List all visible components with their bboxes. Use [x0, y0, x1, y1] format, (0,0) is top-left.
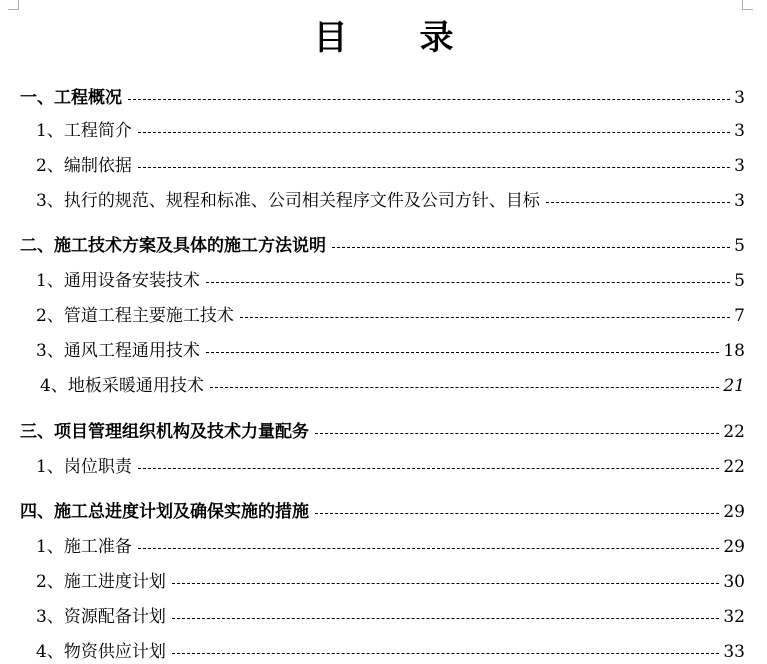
- toc-entry-title: 四、施工总进度计划及确保实施的措施: [20, 502, 309, 522]
- toc-entry[interactable]: [36, 189, 745, 213]
- toc-entry[interactable]: [36, 304, 745, 328]
- toc-dash-leader: [240, 317, 730, 318]
- toc-entry[interactable]: [36, 570, 745, 594]
- toc-entry-title: 4、地板采暖通用技术: [40, 376, 204, 396]
- toc-entry-title: 2、施工进度计划: [36, 572, 166, 592]
- toc-page-number: 3: [734, 88, 745, 108]
- toc-dash-leader: [315, 433, 719, 434]
- toc-dash-leader: [138, 132, 730, 133]
- toc-page-number: 22: [723, 457, 745, 477]
- toc-entry-title: 一、工程概况: [20, 88, 122, 108]
- toc-entry-title: 3、通风工程通用技术: [36, 341, 200, 361]
- toc-entry[interactable]: [36, 535, 745, 559]
- toc-entry[interactable]: [36, 455, 745, 479]
- toc-entry-title: 3、资源配备计划: [36, 607, 166, 627]
- toc-dash-leader: [546, 202, 730, 203]
- toc-entry-title: 1、通用设备安装技术: [36, 271, 200, 291]
- toc-entry[interactable]: [40, 374, 745, 398]
- toc-page-number: 5: [734, 236, 745, 256]
- toc-dash-leader: [138, 468, 720, 469]
- toc-dash-leader: [210, 387, 720, 388]
- toc-dash-leader: [206, 352, 720, 353]
- toc-entry[interactable]: [36, 640, 745, 664]
- toc-page-number: 22: [723, 422, 745, 442]
- toc-page-number: 29: [723, 537, 745, 557]
- toc-page-number: 7: [734, 306, 745, 326]
- toc-entry-title: 二、施工技术方案及具体的施工方法说明: [20, 236, 326, 256]
- toc-dash-leader: [206, 282, 730, 283]
- page-title: [0, 18, 767, 58]
- toc-entry[interactable]: [20, 86, 745, 110]
- toc-entry[interactable]: [20, 500, 745, 524]
- toc-page-number: 30: [723, 572, 745, 592]
- toc-page-number: 21: [723, 376, 745, 396]
- toc-entry-title: 三、项目管理组织机构及技术力量配务: [20, 422, 309, 442]
- page-corner-mark-right: [742, 0, 753, 10]
- toc-entry[interactable]: [20, 420, 745, 444]
- toc-entry[interactable]: [36, 154, 745, 178]
- page-corner-mark-left: [8, 0, 19, 10]
- toc-entry-title: 3、执行的规范、规程和标准、公司相关程序文件及公司方针、目标: [36, 191, 540, 211]
- toc-page-number: 3: [734, 156, 745, 176]
- toc-dash-leader: [332, 247, 730, 248]
- toc-page-number: 3: [734, 191, 745, 211]
- toc-entry-title: 4、物资供应计划: [36, 642, 166, 662]
- toc-entry[interactable]: [36, 269, 745, 293]
- toc-entry-title: 2、管道工程主要施工技术: [36, 306, 234, 326]
- title-char-1: 目: [313, 18, 348, 58]
- toc-dash-leader: [172, 583, 720, 584]
- toc-entry-title: 1、工程简介: [36, 121, 132, 141]
- toc-page-number: 18: [723, 341, 745, 361]
- toc-page-number: 33: [723, 642, 745, 662]
- toc-entry[interactable]: [36, 339, 745, 363]
- toc-dash-leader: [315, 513, 719, 514]
- toc-dash-leader: [172, 618, 720, 619]
- toc-entry-title: 1、施工准备: [36, 537, 132, 557]
- title-char-2: 录: [419, 18, 454, 58]
- toc-entry[interactable]: [36, 119, 745, 143]
- toc-dash-leader: [138, 548, 720, 549]
- toc-page-number: 32: [723, 607, 745, 627]
- toc-page-number: 3: [734, 121, 745, 141]
- toc-entry-title: 1、岗位职责: [36, 457, 132, 477]
- toc-entry[interactable]: [36, 605, 745, 629]
- toc-dash-leader: [172, 653, 720, 654]
- toc-page-number: 5: [734, 271, 745, 291]
- toc-entry[interactable]: [20, 234, 745, 258]
- toc-dash-leader: [138, 167, 730, 168]
- toc-dash-leader: [128, 99, 730, 100]
- toc-entry-title: 2、编制依据: [36, 156, 132, 176]
- toc-page-number: 29: [723, 502, 745, 522]
